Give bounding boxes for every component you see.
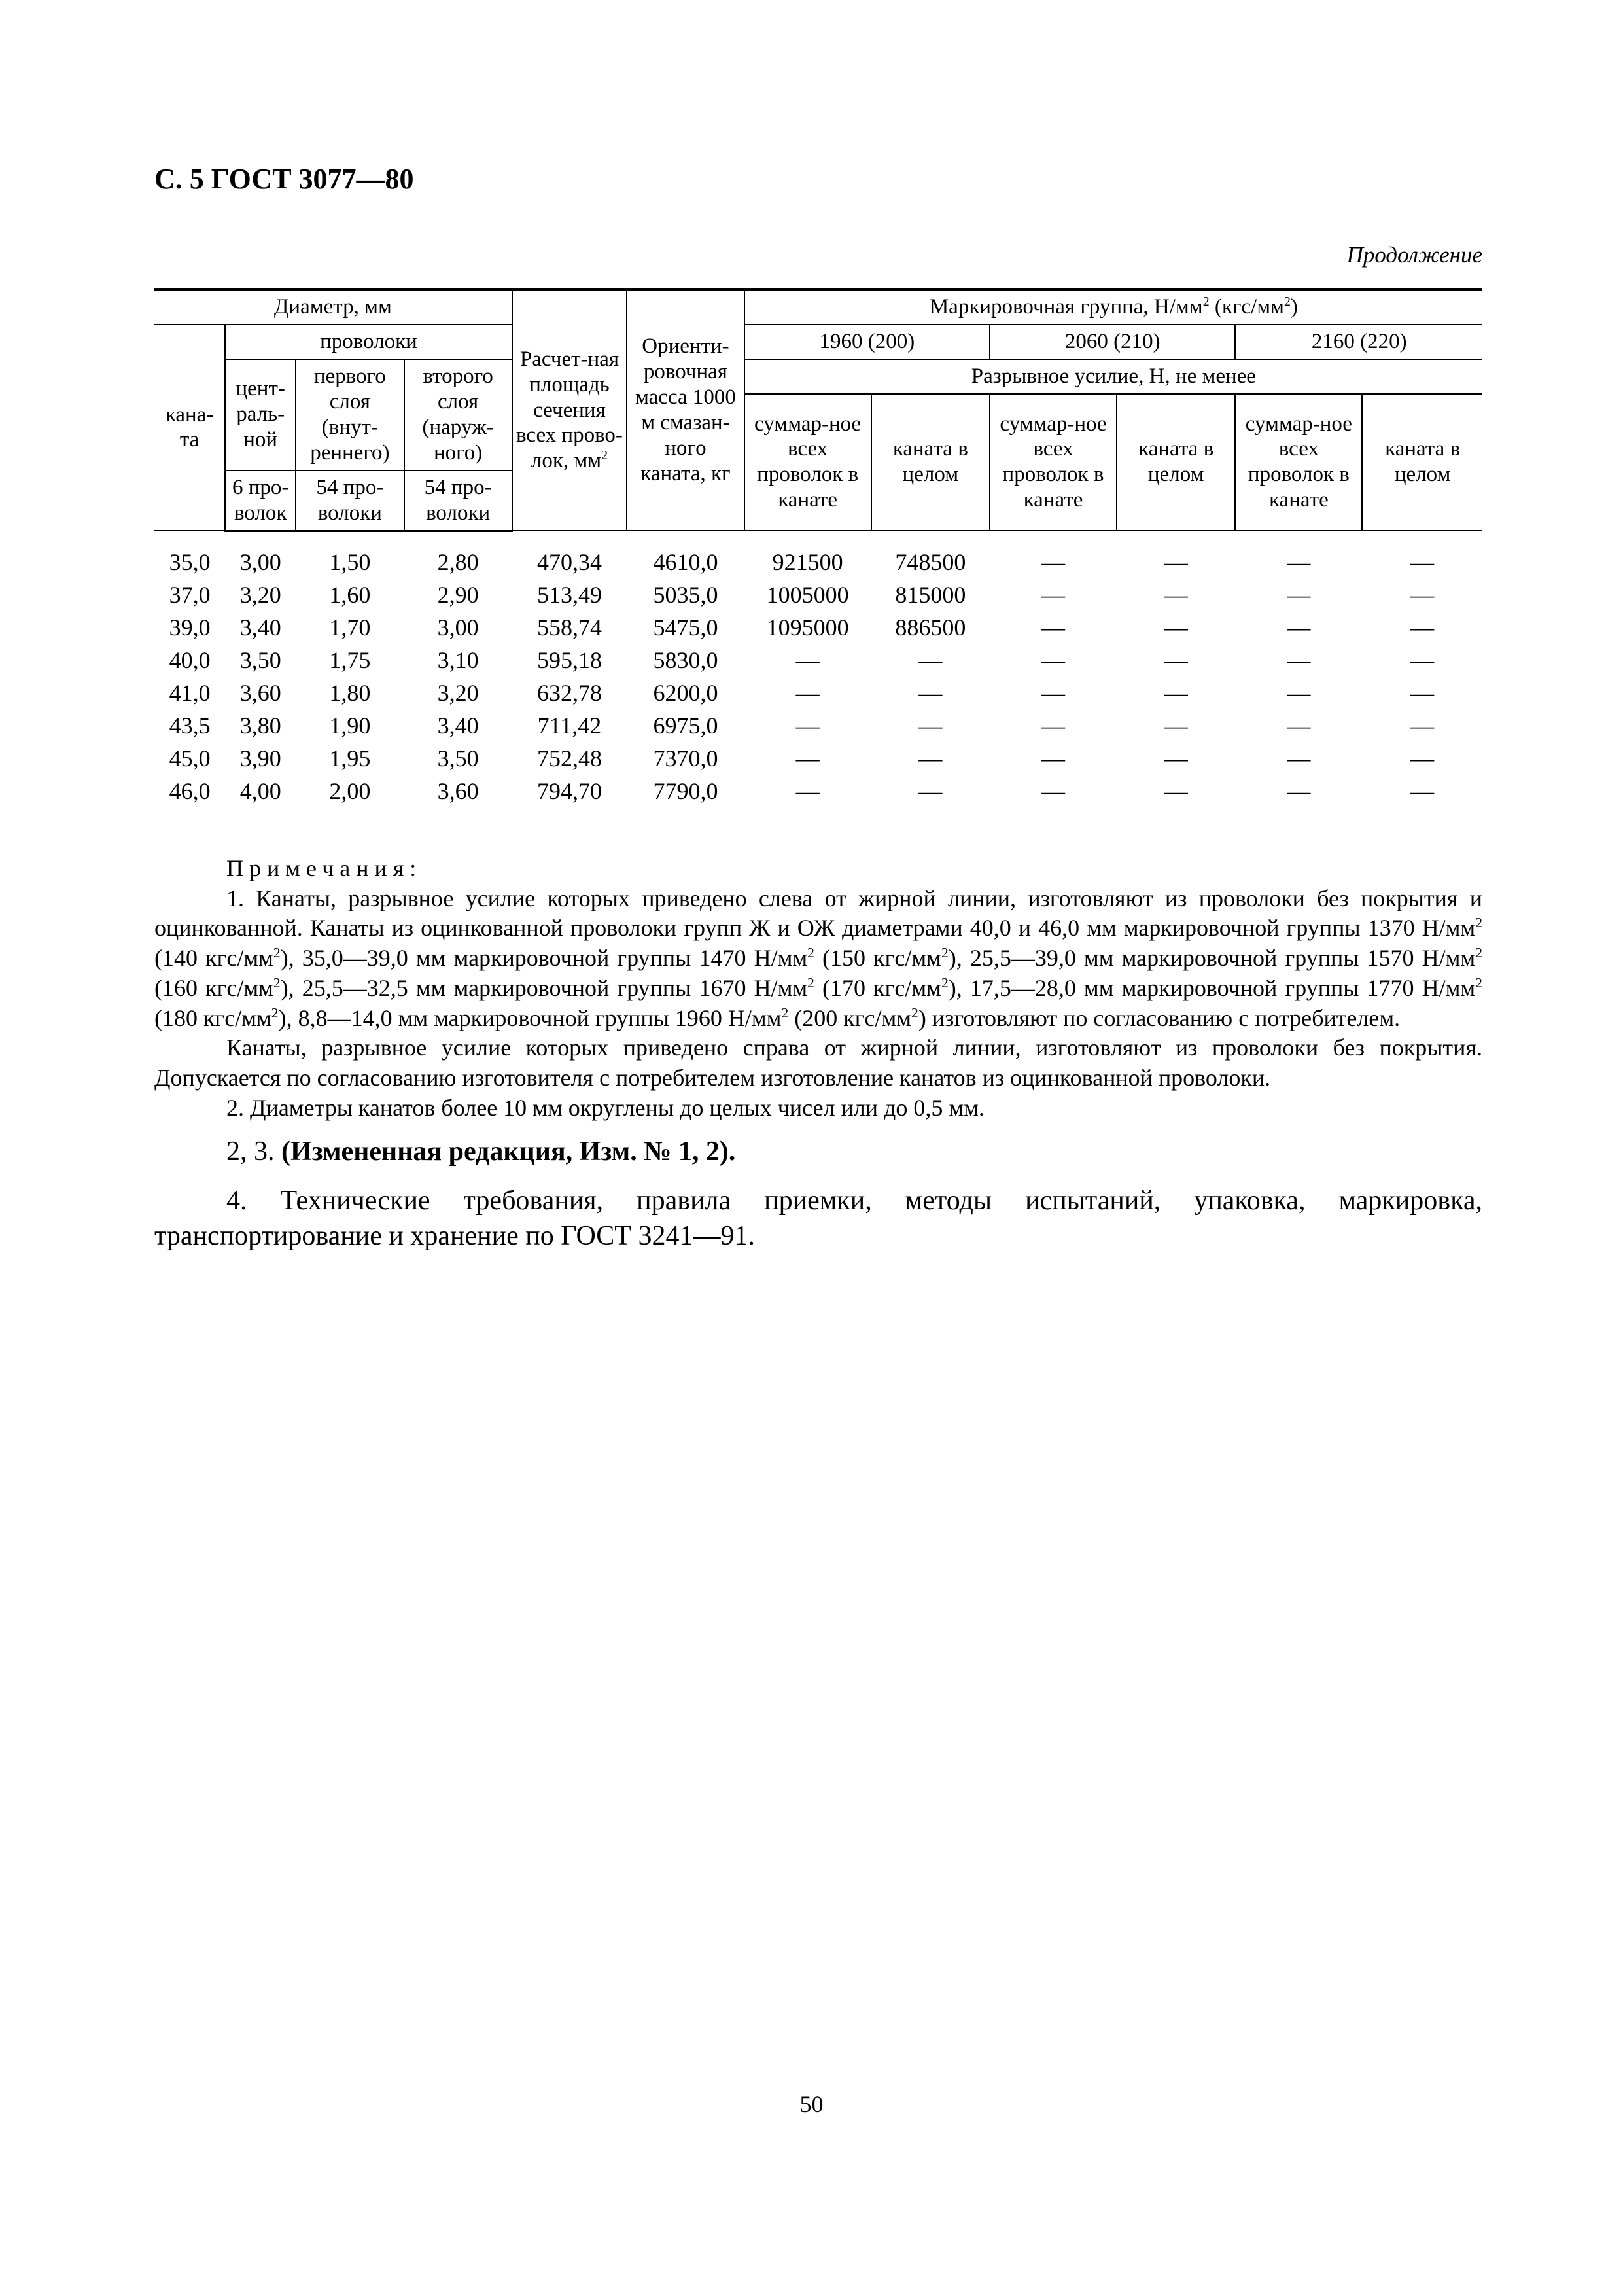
table-cell: — — [1410, 713, 1435, 739]
table-cell: — — [795, 647, 820, 674]
table-cell: — — [1287, 680, 1311, 707]
header-sum-2060: суммар-ное всех проволок в канате — [990, 394, 1117, 531]
table-cell: 921500 — [772, 549, 843, 576]
table-row — [154, 775, 1482, 808]
header-sum-2160: суммар-ное всех проволок в канате — [1235, 394, 1362, 531]
table-cell: — — [1041, 614, 1065, 641]
table-cell: — — [918, 647, 943, 674]
table-cell: — — [1164, 713, 1188, 739]
header-second-count: 54 про-волоки — [404, 470, 512, 531]
table-cell: 1095000 — [766, 614, 849, 641]
table-cell: — — [1164, 745, 1188, 772]
notes-title: Примечания: — [226, 855, 423, 881]
table-cell: 3,60 — [437, 778, 479, 805]
table-cell: 1,75 — [329, 647, 371, 674]
table-cell: 470,34 — [536, 549, 602, 576]
table-cell: 5035,0 — [653, 582, 718, 609]
table-cell: — — [1287, 713, 1311, 739]
table-body — [154, 531, 1482, 808]
table-cell: 513,49 — [536, 582, 602, 609]
table-cell: — — [1410, 778, 1435, 805]
table-cell: 886500 — [895, 614, 966, 641]
table-cell: 41,0 — [169, 680, 211, 707]
table-cell: 3,20 — [437, 680, 479, 707]
table-cell: — — [1410, 582, 1435, 609]
table-row — [154, 710, 1482, 743]
table-cell: 37,0 — [169, 582, 211, 609]
table-cell: 752,48 — [536, 745, 602, 772]
header-rope-1960: каната в целом — [871, 394, 990, 531]
table-cell: — — [795, 680, 820, 707]
table-cell: — — [918, 778, 943, 805]
table-cell: 3,90 — [239, 745, 281, 772]
table-cell: 40,0 — [169, 647, 211, 674]
table-cell: — — [1410, 549, 1435, 576]
table-cell: — — [918, 680, 943, 707]
table-cell: 558,74 — [536, 614, 602, 641]
table-cell: — — [1410, 647, 1435, 674]
table-cell: — — [1410, 745, 1435, 772]
table-cell: 3,40 — [437, 713, 479, 739]
table-cell: 632,78 — [536, 680, 602, 707]
table-row — [154, 612, 1482, 645]
table-cell: 45,0 — [169, 745, 211, 772]
header-mass: Ориенти-ровочная масса 1000 м смазан-ного каната, кг — [627, 289, 744, 531]
header-first-count: 54 про-волоки — [296, 470, 404, 531]
table-cell: — — [1041, 680, 1065, 707]
note-1-paragraph-2: Канаты, разрывное усилие которых приведено справа от жирной линии, изготовляют из проволоки без покрытия. Допускается по согласованию изготовителя с потребителем изготовление канатов из оцинкованной проволоки. — [154, 1034, 1482, 1091]
header-marking-group: Маркировочная группа, $Н/мм^2$ $(кгс/мм^2)$ — [744, 289, 1482, 325]
header-area: Расчет-ная площадь сечения всех прово-лок, $мм^2$ — [512, 289, 627, 531]
table-cell: 1005000 — [766, 582, 849, 609]
table-row — [154, 743, 1482, 775]
table-cell: — — [1287, 745, 1311, 772]
page-number: 50 — [799, 2091, 824, 2117]
header-first-layer: первого слоя (внут-реннего) — [296, 359, 404, 470]
table-cell: — — [1410, 614, 1435, 641]
header-diameter: Диаметр, мм — [154, 289, 512, 325]
table-cell: 1,60 — [329, 582, 371, 609]
table-cell: — — [1164, 778, 1188, 805]
table-cell: 3,00 — [437, 614, 479, 641]
table-cell: 39,0 — [169, 614, 211, 641]
table-cell: 3,50 — [239, 647, 281, 674]
amendment-line: 2, 3. (Измененная редакция, Изм. № 1, 2). — [226, 1137, 736, 1167]
table-cell: 3,40 — [239, 614, 281, 641]
table-cell: 7790,0 — [653, 778, 718, 805]
table-cell: 3,80 — [239, 713, 281, 739]
table-cell: 2,90 — [437, 582, 479, 609]
table-cell: 1,50 — [329, 549, 371, 576]
table-cell: 1,95 — [329, 745, 371, 772]
table-cell: — — [1041, 582, 1065, 609]
table-cell: 815000 — [895, 582, 966, 609]
table-cell: 43,5 — [169, 713, 211, 739]
header-group-2060: 2060 (210) — [990, 325, 1235, 359]
table-cell: — — [795, 778, 820, 805]
table-cell: 595,18 — [536, 647, 602, 674]
item-4: 4. Технические требования, правила приемки, методы испытаний, упаковка, маркировка, транспортирование и хранение по ГОСТ 3241—91. — [154, 1185, 1482, 1252]
table-cell: — — [1287, 549, 1311, 576]
notes-section — [154, 854, 1482, 1254]
note-1: 1. Канаты, разрывное усилие которых приведено слева от жирной линии, изготовляют из проволоки без покрытия и оцинкованной. Канаты из оцинкованной проволоки групп Ж и ОЖ диаметрами 40,0 и 46,0 мм маркировочной группы 1370 $Н/мм^2$ (140 кгс/$мм^2$), 35,0—39,0 мм маркировочной группы 1470 $Н/мм^2$ (150 кгс/$мм^2$), 25,5—39,0 мм маркировочной группы 1570 $Н/мм^2$ (160 кгс/$мм^2$), 25,5—32,5 мм маркировочной группы 1670 $Н/мм^2$ (170 кгс/$мм^2$), 17,5—28,0 мм маркировочной группы 1770 $Н/мм^2$ (180 кгс/$мм^2$), 8,8—14,0 мм маркировочной группы 1960 $Н/мм^2$ (200 кгс/$мм^2$) изготовляют по согласованию с потребителем. — [154, 885, 1482, 1031]
table-cell: 35,0 — [169, 549, 211, 576]
header-central-wire: цент-раль-ной — [225, 359, 296, 470]
table-cell: — — [795, 713, 820, 739]
table-cell: 7370,0 — [653, 745, 718, 772]
table-cell: — — [1041, 713, 1065, 739]
table-cell: 4610,0 — [653, 549, 718, 576]
table-row — [154, 645, 1482, 677]
header-group-2160: 2160 (220) — [1235, 325, 1482, 359]
table-cell: 1,70 — [329, 614, 371, 641]
header-breaking-force: Разрывное усилие, Н, не менее — [744, 359, 1482, 394]
table-cell: — — [1164, 680, 1188, 707]
table-cell: — — [918, 713, 943, 739]
table-cell: 3,20 — [239, 582, 281, 609]
table-cell: — — [1164, 647, 1188, 674]
table-cell: — — [1287, 778, 1311, 805]
table-cell: — — [1287, 614, 1311, 641]
table-cell: 2,80 — [437, 549, 479, 576]
table-cell: — — [1041, 549, 1065, 576]
header-rope: кана-та — [154, 325, 225, 531]
table-cell: 2,00 — [329, 778, 371, 805]
table-cell: — — [1041, 745, 1065, 772]
table-cell: 4,00 — [239, 778, 281, 805]
table-cell: 6200,0 — [653, 680, 718, 707]
header-group-1960: 1960 (200) — [744, 325, 990, 359]
header-wires: проволоки — [225, 325, 512, 359]
table-cell: 5830,0 — [653, 647, 718, 674]
table-cell: — — [1287, 582, 1311, 609]
table-cell: — — [1164, 614, 1188, 641]
table-cell: 6975,0 — [653, 713, 718, 739]
table-cell: 1,90 — [329, 713, 371, 739]
table-cell: 1,80 — [329, 680, 371, 707]
page-header: С. 5 ГОСТ 3077—80 — [154, 163, 414, 195]
table-cell: — — [1287, 647, 1311, 674]
rope-specification-table — [154, 288, 1482, 808]
table-row — [154, 531, 1482, 579]
table-cell: — — [1041, 778, 1065, 805]
table-cell: — — [795, 745, 820, 772]
table-cell: 3,60 — [239, 680, 281, 707]
note-2: 2. Диаметры канатов более 10 мм округлены до целых чисел или до 0,5 мм. — [226, 1094, 985, 1121]
table-cell: — — [1164, 549, 1188, 576]
table-cell: 3,00 — [239, 549, 281, 576]
header-sum-1960: суммар-ное всех проволок в канате — [744, 394, 871, 531]
table-cell: 5475,0 — [653, 614, 718, 641]
header-central-count: 6 про-волок — [225, 470, 296, 531]
header-second-layer: второго слоя (наруж-ного) — [404, 359, 512, 470]
table-cell: 3,10 — [437, 647, 479, 674]
table-cell: 46,0 — [169, 778, 211, 805]
table-cell: — — [1164, 582, 1188, 609]
continuation-label: Продолжение — [1346, 242, 1482, 268]
table-cell: — — [1041, 647, 1065, 674]
table-cell: 794,70 — [536, 778, 602, 805]
table-cell: 711,42 — [537, 713, 602, 739]
header-rope-2060: каната в целом — [1117, 394, 1236, 531]
header-rope-2160: каната в целом — [1362, 394, 1482, 531]
table-cell: 748500 — [895, 549, 966, 576]
table-row — [154, 677, 1482, 710]
table-cell: — — [918, 745, 943, 772]
table-cell: — — [1410, 680, 1435, 707]
table-row — [154, 579, 1482, 612]
table-cell: 3,50 — [437, 745, 479, 772]
